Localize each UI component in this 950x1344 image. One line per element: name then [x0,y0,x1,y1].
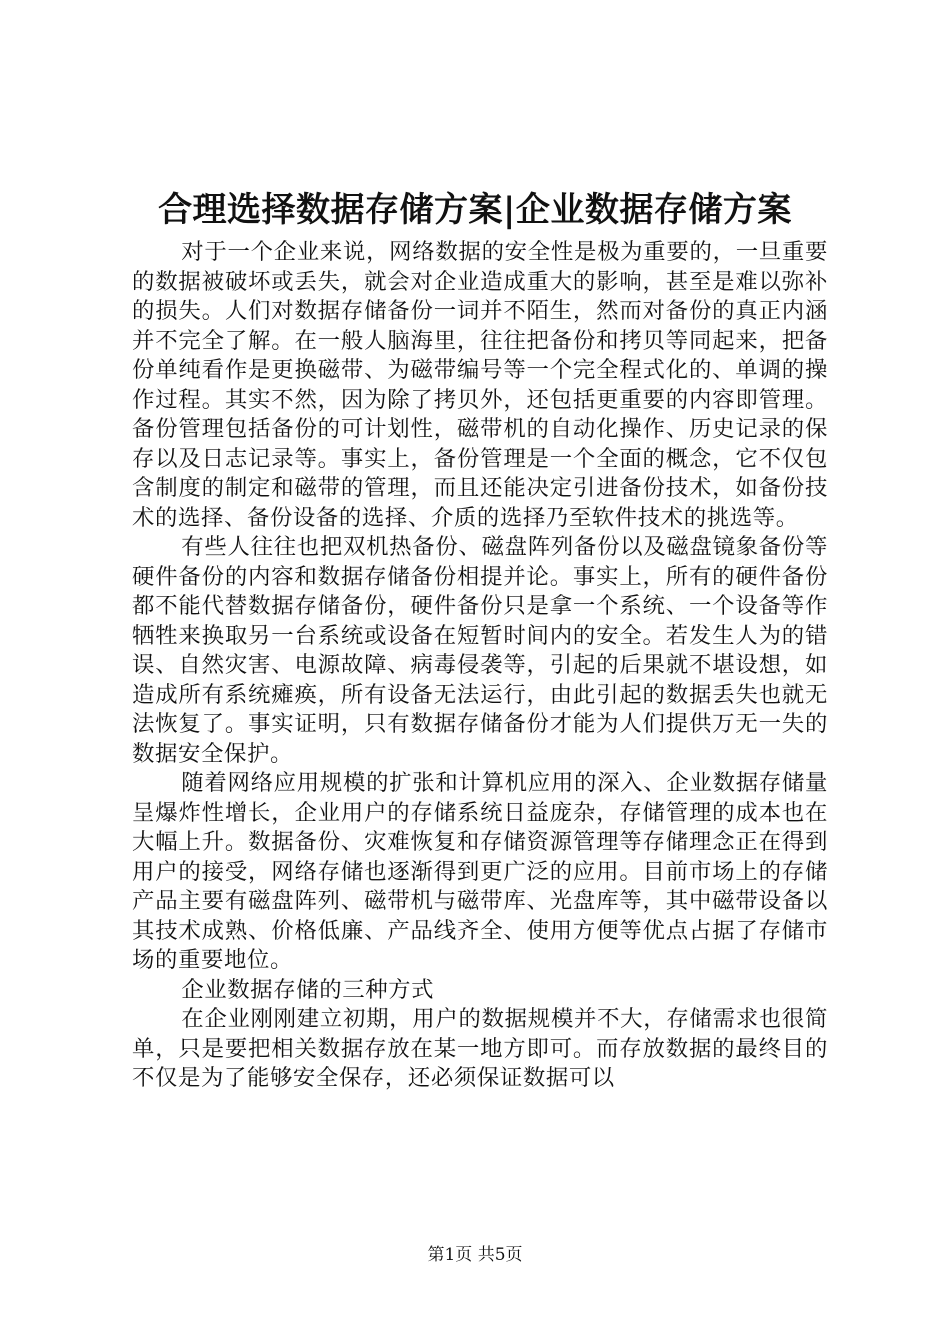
document-title: 合理选择数据存储方案|企业数据存储方案 [158,190,792,230]
document-body [132,238,828,1094]
section-heading: 企业数据存储的三种方式 [181,976,435,1003]
paragraph: 对于一个企业来说，网络数据的安全性是极为重要的，一旦重要的数据被破坏或丢失，就会对企业造成重大的影响，甚至是难以弥补的损失。人们对数据存储备份一词并不陌生，然而对备份的真正内涵并不完全了解。在一般人脑海里，往往把备份和拷贝等同起来，把备份单纯看作是更换磁带、为磁带编号等一个完全程式化的、单调的操作过程。其实不然，因为除了拷贝外，还包括更重要的内容即管理。备份管理包括备份的可计划性，磁带机的自动化操作、历史记录的保存以及日志记录等。事实上，备份管理是一个全面的概念，它不仅包含制度的制定和磁带的管理，而且还能决定引进备份技术，如备份技术的选择、备份设备的选择、介质的选择乃至软件技术的挑选等。 [132,239,828,531]
paragraph: 有些人往往也把双机热备份、磁盘阵列备份以及磁盘镜象备份等硬件备份的内容和数据存储备份相提并论。事实上，所有的硬件备份都不能代替数据存储备份，硬件备份只是拿一个系统、一个设备等作牺牲来换取另一台系统或设备在短暂时间内的安全。若发生人为的错误、自然灾害、电源故障、病毒侵袭等，引起的后果就不堪设想，如造成所有系统瘫痪，所有设备无法运行，由此引起的数据丢失也就无法恢复了。事实证明，只有数据存储备份才能为人们提供万无一失的数据安全保护。 [132,534,828,767]
paragraph: 在企业刚刚建立初期，用户的数据规模并不大，存储需求也很简单，只是要把相关数据存放在某一地方即可。而存放数据的最终目的不仅是为了能够安全保存，还必须保证数据可以 [132,1006,828,1091]
paragraph: 随着网络应用规模的扩张和计算机应用的深入、企业数据存储量呈爆炸性增长，企业用户的存储系统日益庞杂，存储管理的成本也在大幅上升。数据备份、灾难恢复和存储资源管理等存储理念正在得到用户的接受，网络存储也逐渐得到更广泛的应用。目前市场上的存储产品主要有磁盘阵列、磁带机与磁带库、光盘库等，其中磁带设备以其技术成熟、价格低廉、产品线齐全、使用方便等优点占据了存储市场的重要地位。 [132,770,828,973]
page-number-footer: 第1页 共5页 [427,1245,523,1265]
